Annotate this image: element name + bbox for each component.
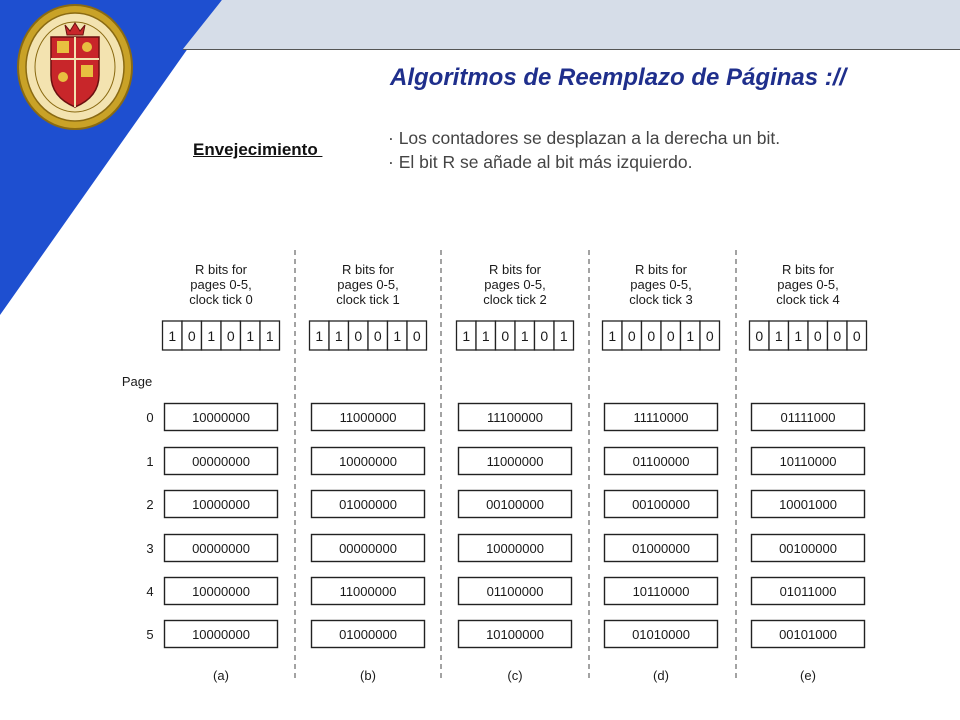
r-bits-header-line: clock tick 2 — [483, 292, 547, 307]
counter-value: 00000000 — [339, 541, 397, 556]
r-bits-header-line: R bits for — [488, 262, 542, 277]
counter-value: 10000000 — [339, 454, 397, 469]
counter-value: 11100000 — [487, 410, 543, 425]
counter-value: 00000000 — [192, 454, 250, 469]
counter-value: 11000000 — [486, 454, 544, 469]
r-bits-header-line: pages 0-5, — [337, 277, 399, 292]
r-bit-value: 1 — [265, 328, 274, 344]
counter-value: 11110000 — [633, 410, 689, 425]
counter-value: 00100000 — [779, 541, 837, 556]
r-bit-value: 0 — [705, 328, 714, 344]
counter-value: 10001000 — [779, 497, 837, 512]
counter-value: 01000000 — [339, 497, 397, 512]
r-bits-header-line: pages 0-5, — [190, 277, 252, 292]
r-bit-value: 0 — [412, 328, 421, 344]
r-bits-header-line: clock tick 3 — [629, 292, 693, 307]
r-bits-header-line: pages 0-5, — [484, 277, 546, 292]
column-caption: (e) — [800, 668, 816, 683]
r-bit-value: 1 — [686, 328, 695, 344]
counter-value: 10000000 — [192, 497, 250, 512]
slide-title: Algoritmos de Reemplazo de Páginas :// — [390, 64, 847, 91]
r-bit-value: 0 — [501, 328, 510, 344]
r-bits-header-line: clock tick 0 — [189, 292, 253, 307]
r-bits-header-line: R bits for — [781, 262, 835, 277]
counter-value: 01010000 — [632, 627, 690, 642]
r-bit-value: 1 — [315, 328, 324, 344]
counter-value: 00101000 — [779, 627, 837, 642]
column-caption: (a) — [213, 668, 229, 683]
counter-value: 00100000 — [632, 497, 690, 512]
counter-value: 10000000 — [486, 541, 544, 556]
r-bit-value: 1 — [559, 328, 568, 344]
counter-value: 10100000 — [486, 627, 544, 642]
r-bit-value: 0 — [852, 328, 861, 344]
counter-value: 10000000 — [192, 627, 250, 642]
r-bit-value: 1 — [520, 328, 529, 344]
description-bullet: · Los contadores se desplazan a la derecha un bit. — [388, 128, 781, 148]
r-bit-value: 0 — [666, 328, 675, 344]
r-bit-value: 0 — [755, 328, 764, 344]
counter-value: 11000000 — [339, 410, 397, 425]
page-axis-label: Page — [121, 374, 153, 389]
r-bit-value: 0 — [373, 328, 382, 344]
description-bullet: · El bit R se añade al bit más izquierdo. — [388, 152, 693, 172]
r-bits-header-line: R bits for — [634, 262, 688, 277]
column-caption: (c) — [507, 668, 523, 683]
r-bits-header-line: R bits for — [194, 262, 248, 277]
r-bit-value: 0 — [226, 328, 235, 344]
r-bit-value: 0 — [187, 328, 196, 344]
counter-value: 10000000 — [192, 584, 250, 599]
page-number-label: 5 — [146, 627, 154, 642]
r-bit-value: 1 — [774, 328, 783, 344]
topic-heading: Envejecimiento — [193, 140, 323, 159]
r-bit-value: 1 — [393, 328, 402, 344]
r-bit-value: 1 — [168, 328, 177, 344]
r-bit-value: 1 — [481, 328, 490, 344]
counter-value: 01100000 — [486, 584, 544, 599]
column-caption: (b) — [360, 668, 376, 683]
r-bit-value: 1 — [246, 328, 255, 344]
counter-value: 00000000 — [192, 541, 250, 556]
counter-value: 01111000 — [780, 410, 836, 425]
page-number-label: 3 — [146, 541, 154, 556]
r-bits-header-line: clock tick 4 — [776, 292, 840, 307]
page-number-label: 2 — [146, 497, 154, 512]
counter-value: 10000000 — [192, 410, 250, 425]
r-bit-value: 1 — [334, 328, 343, 344]
r-bit-value: 0 — [833, 328, 842, 344]
r-bit-value: 1 — [608, 328, 617, 344]
r-bits-header-line: clock tick 1 — [336, 292, 400, 307]
r-bits-header-line: pages 0-5, — [630, 277, 692, 292]
r-bit-value: 0 — [354, 328, 363, 344]
r-bit-value: 0 — [647, 328, 656, 344]
page-number-label: 0 — [146, 410, 154, 425]
page-number-label: 4 — [146, 584, 154, 599]
counter-value: 00100000 — [486, 497, 544, 512]
r-bit-value: 1 — [462, 328, 471, 344]
r-bit-value: 1 — [794, 328, 803, 344]
counter-value: 10110000 — [632, 584, 690, 599]
counter-value: 01000000 — [632, 541, 690, 556]
counter-value: 01011000 — [779, 584, 837, 599]
counter-value: 10110000 — [779, 454, 837, 469]
r-bit-value: 0 — [813, 328, 822, 344]
r-bits-header-line: pages 0-5, — [777, 277, 839, 292]
r-bit-value: 0 — [540, 328, 549, 344]
r-bit-value: 1 — [207, 328, 216, 344]
counter-value: 11000000 — [339, 584, 397, 599]
counter-value: 01000000 — [339, 627, 397, 642]
counter-value: 01100000 — [632, 454, 690, 469]
page-number-label: 1 — [146, 454, 154, 469]
r-bits-header-line: R bits for — [341, 262, 395, 277]
r-bit-value: 0 — [627, 328, 636, 344]
column-caption: (d) — [653, 668, 669, 683]
